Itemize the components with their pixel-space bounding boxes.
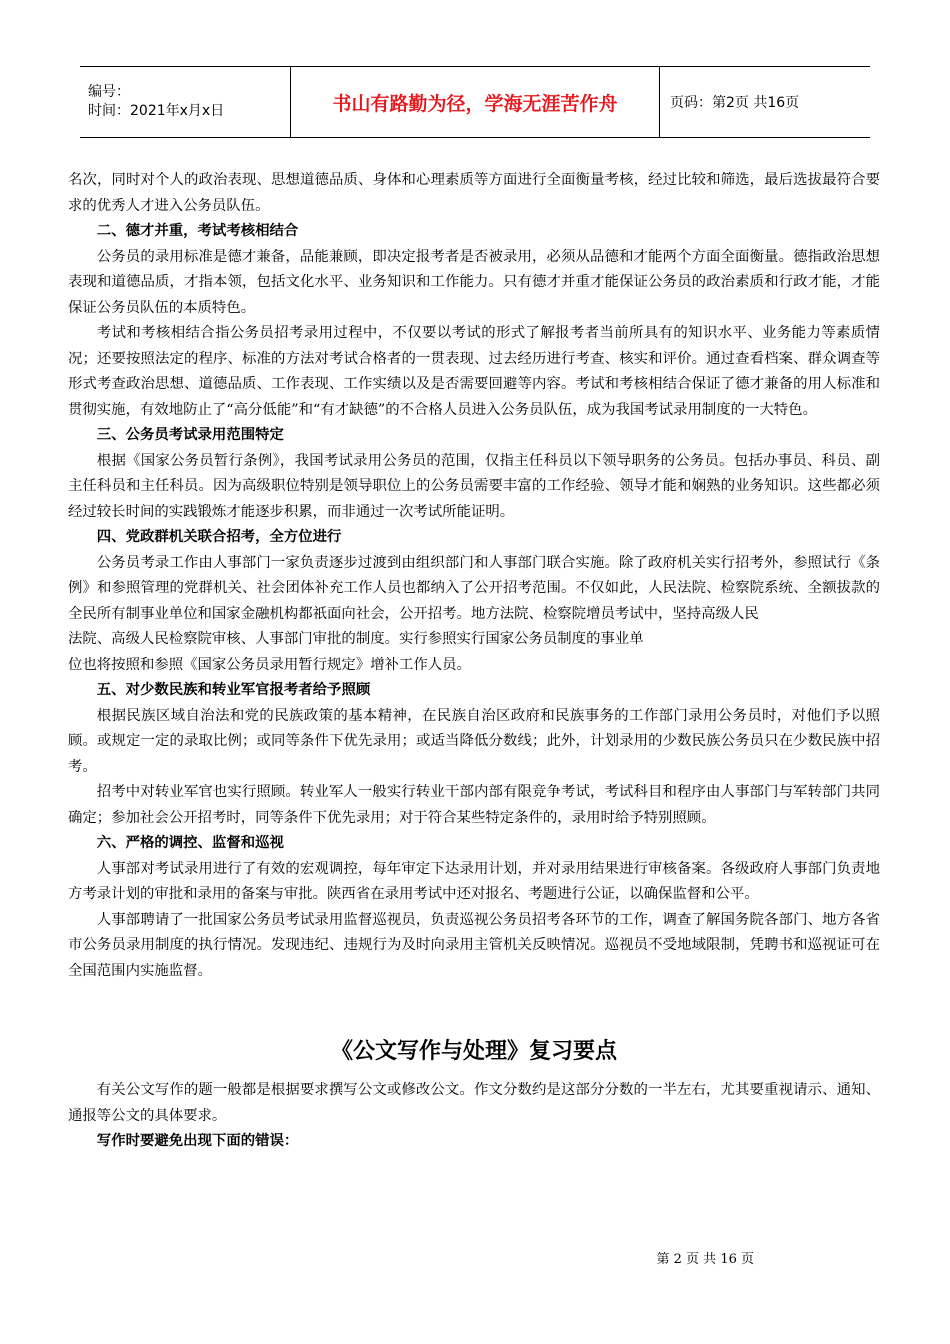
section-heading: 写作时要避免出现下面的错误： (96, 1133, 299, 1149)
section-title: 《公文写作与处理》复习要点 (330, 1039, 617, 1064)
body-line: 位也将按照和参照《国家公务员录用暂行规定》增补工作人员。 (68, 656, 471, 673)
body-paragraph: 招考中对转业军官也实行照顾。转业军人一般实行转业干部内部有限竞争考试，考试科目和程序由人事部门与军转部门共同确定；参加社会公开招考时，同等条件下优先录用；对于符合某些特定条件的，录用时给予特别照顾。 (68, 784, 880, 826)
header-motto (291, 67, 660, 137)
body-line: 法院、高级人民检察院审核、人事部门审批的制度。实行参照实行国家公务员制度的事业单 (68, 631, 644, 647)
page-number-text: 页码：第2页 共16页 (670, 95, 800, 111)
body-paragraph: 人事部对考试录用进行了有效的宏观调控，每年审定下达录用计划，并对录用结果进行审核备案。各级政府人事部门负责地方考录计划的审批和录用的备案与审批。陕西省在录用考试中还对报名、考题进行公证，以确保监督和公平。 (68, 860, 880, 902)
body-paragraph: 人事部聘请了一批国家公务员考试录用监督巡视员，负责巡视公务员招考各环节的工作，调查了解国务院各部门、地方各省市公务员录用制度的执行情况。发现违纪、违规行为及时向录用主管机关反映情况。巡视员不受地域限制，凭聘书和巡视证可在全国范围内实施监督。 (68, 911, 880, 979)
document-date: 时间：2021年x月x日 (88, 103, 225, 119)
body-paragraph: 公务员考录工作由人事部门一家负责逐步过渡到由组织部门和人事部门联合实施。除了政府机关实行招考外，参照试行《条例》和参照管理的党群机关、社会团体补充工作人员也都纳入了公开招考范围。不仅如此，人民法院、检察院系统、全额拔款的全民所有制事业单位和国家金融机构都祇面向社会，公开招考。地方法院、检察院增员考试中，坚持高级人民 (68, 554, 880, 622)
page-footer (657, 1248, 754, 1267)
footer-page-number: 第 2 页 共 16 页 (656, 1252, 754, 1267)
section-heading: 六、严格的调控、监督和巡视 (96, 835, 284, 851)
body-paragraph: 根据民族区域自治法和党的民族政策的基本精神，在民族自治区政府和民族事务的工作部门录用公务员时，对他们予以照顾。或规定一定的录取比例；或同等条件下优先录用；或适当降低分数线；此外，计划录用的少数民族公务员只在少数民族中招考。 (68, 707, 880, 775)
section-heading: 五、对少数民族和转业军官报考者给予照顾 (96, 682, 371, 698)
body-paragraph: 名次，同时对个人的政治表现、思想道德品质、身体和心理素质等方面进行全面衡量考核，经过比较和筛选，最后选拔最符合要求的优秀人才进入公务员队伍。 (68, 172, 880, 214)
body-paragraph: 公务员的录用标准是德才兼备，品能兼顾，即决定报考者是否被录用，必须从品德和才能两个方面全面衡量。德指政治思想表现和道德品质，才指本领，包括文化水平、业务知识和工作能力。只有德才并重才能保证公务员的政治素质和行政才能，才能保证公务员队伍的本质特色。 (68, 248, 880, 316)
document-body (68, 168, 880, 1155)
section-heading: 三、公务员考试录用范围特定 (96, 427, 284, 443)
document-number: 编号： (88, 84, 130, 100)
body-paragraph: 有关公文写作的题一般都是根据要求撰写公文或修改公文。作文分数约是这部分分数的一半左右，尤其要重视请示、通知、通报等公文的具体要求。 (68, 1082, 880, 1124)
page-header (80, 66, 870, 138)
section-heading: 四、党政群机关联合招考，全方位进行 (96, 529, 342, 545)
header-meta (80, 67, 291, 137)
body-paragraph: 根据《国家公务员暂行条例》，我国考试录用公务员的范围，仅指主任科员以下领导职务的公务员。包括办事员、科员、副主任科员和主任科员。因为高级职位特别是领导职位上的公务员需要丰富的工作经验、领导才能和娴熟的业务知识。这些都必须经过较长时间的实践锻炼才能逐步积累，而非通过一次考试所能证明。 (68, 452, 880, 520)
header-page-number (660, 67, 799, 137)
section-heading: 二、德才并重，考试考核相结合 (96, 223, 299, 239)
motto-text: 书山有路勤为径，学海无涯苦作舟 (332, 92, 618, 115)
body-paragraph: 考试和考核相结合指公务员招考录用过程中，不仅要以考试的形式了解报考者当前所具有的知识水平、业务能力等素质情况；还要按照法定的程序、标准的方法对考试合格者的一贯表现、过去经历进行考查、核实和评价。通过查看档案、群众调查等形式考查政治思想、道德品质、工作表现、工作实绩以及是否需要回避等内容。考试和考核相结合保证了德才兼备的用人标准和贯彻实施，有效地防止了“高分低能”和“有才缺德”的不合格人员进入公务员队伍，成为我国考试录用制度的一大特色。 (68, 325, 880, 418)
